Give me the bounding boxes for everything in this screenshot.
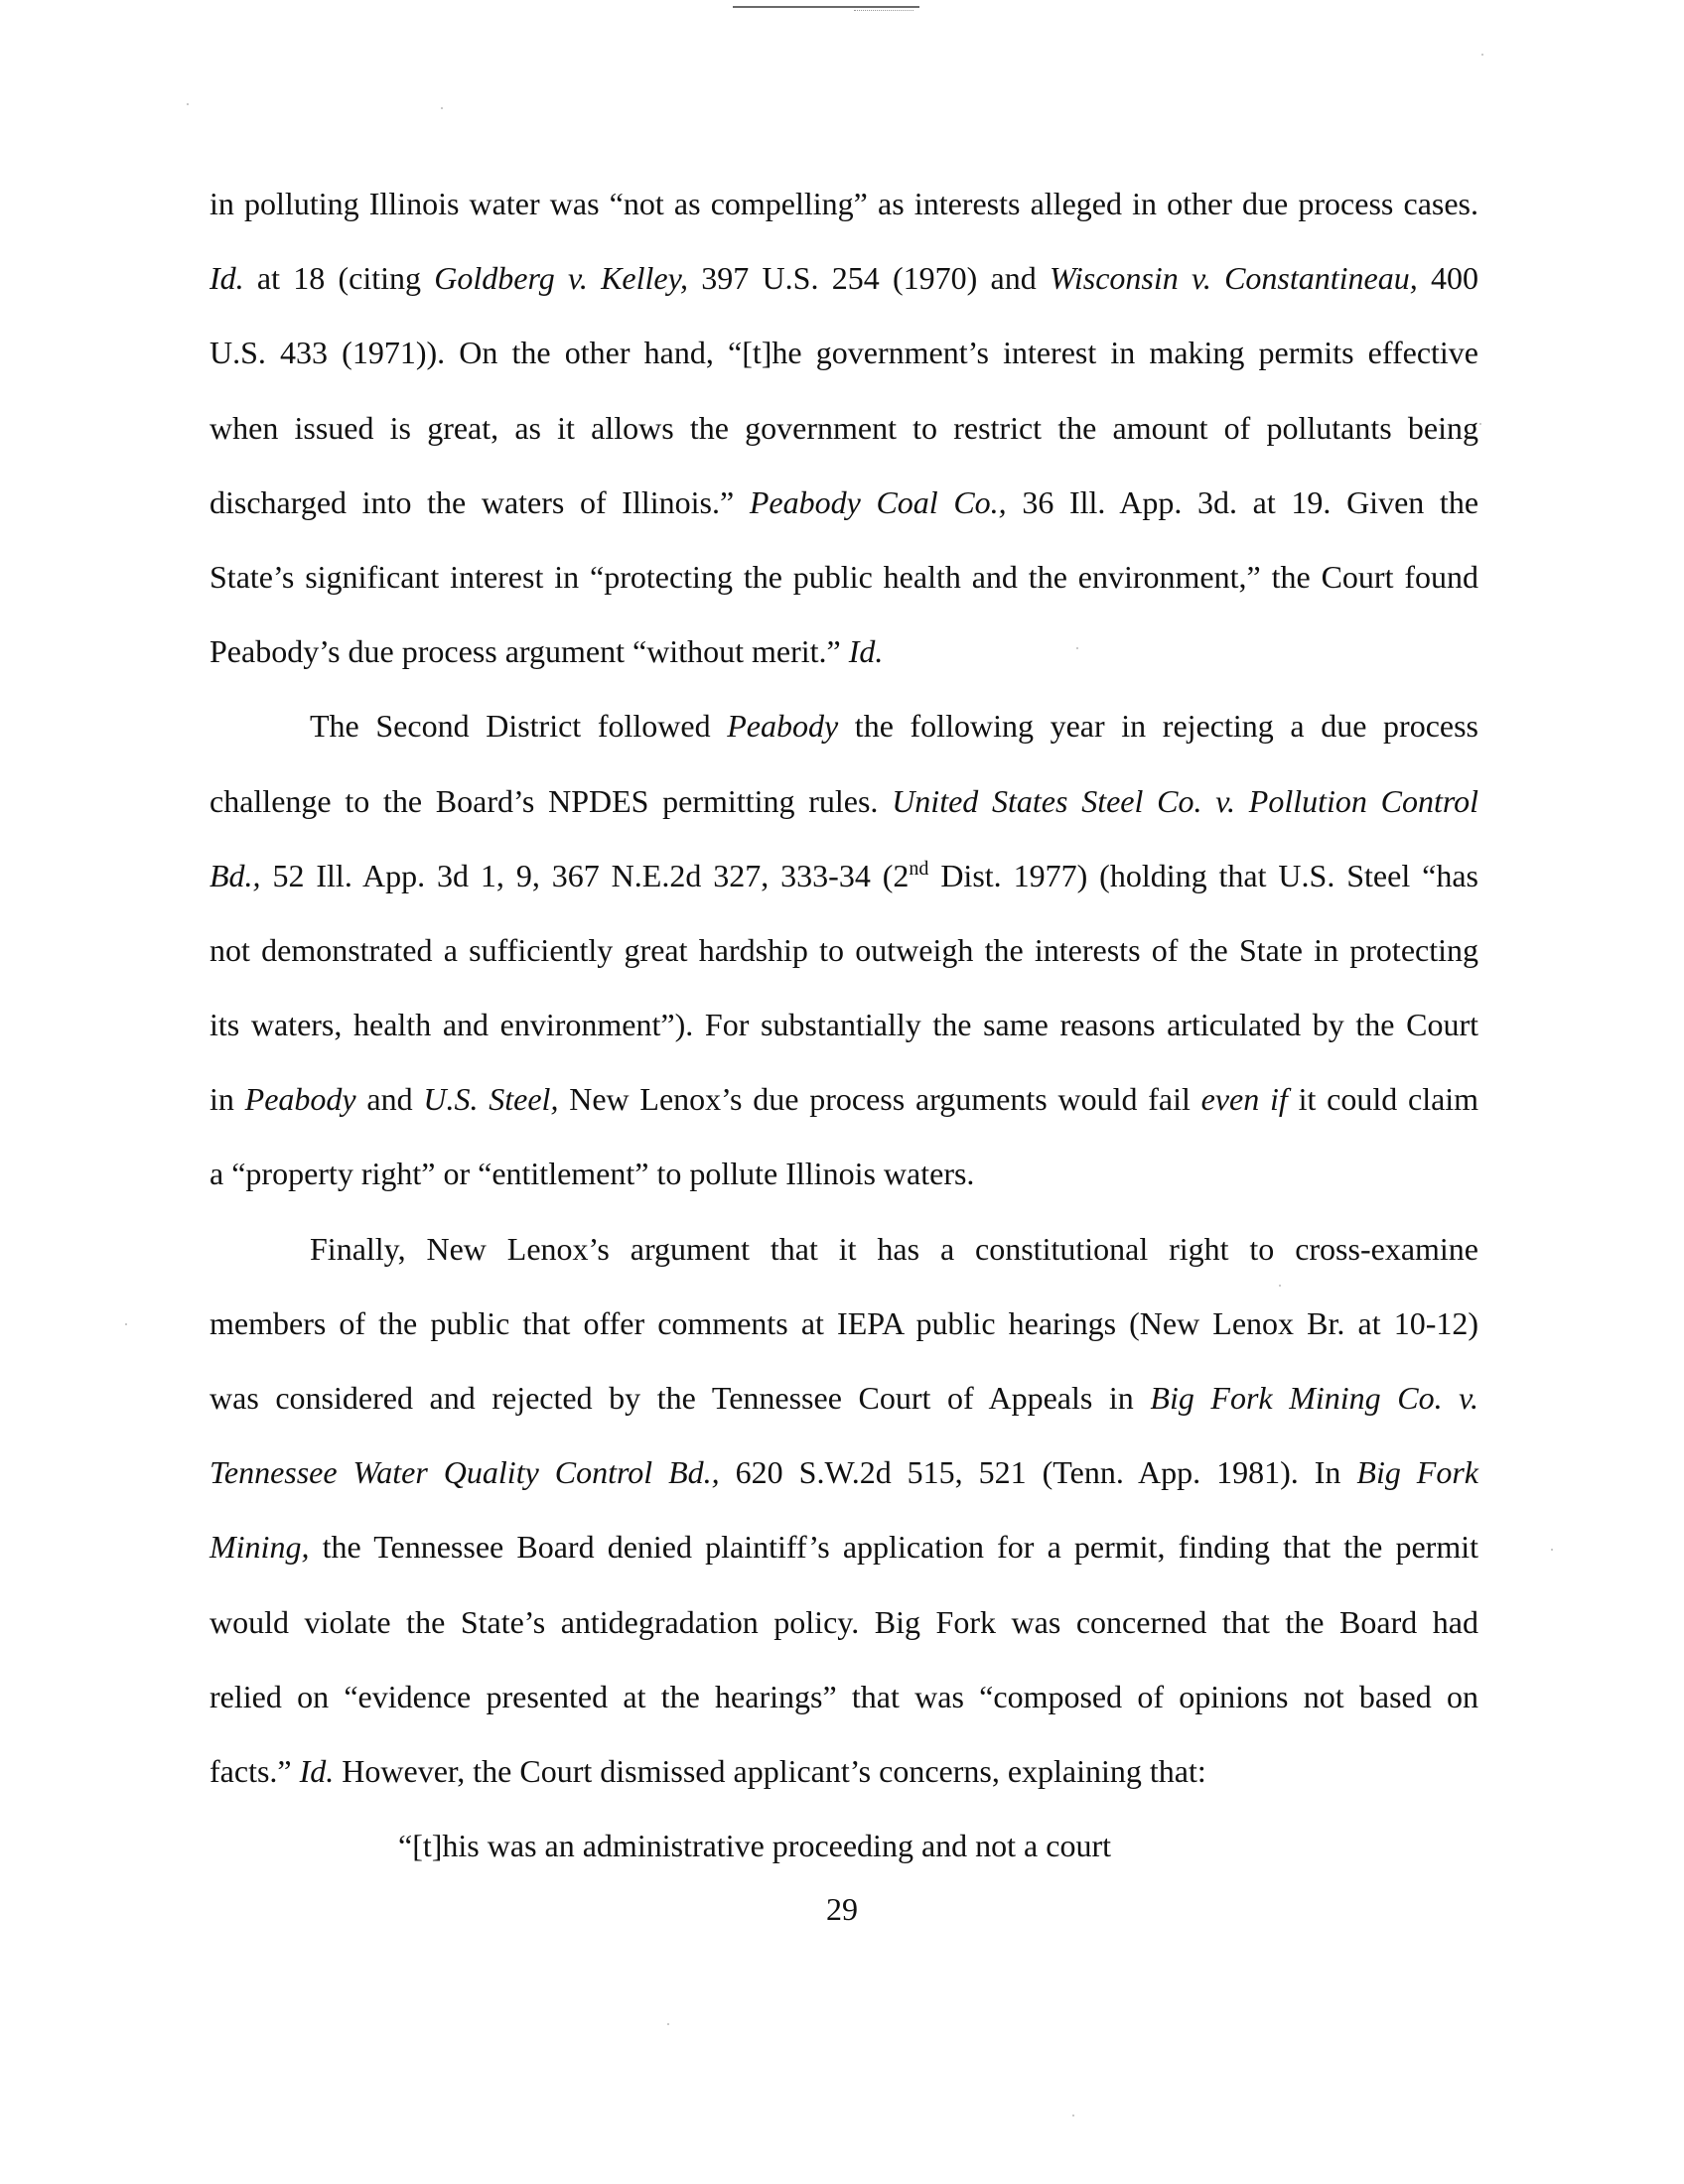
ordinal-superscript: nd <box>909 857 929 880</box>
paragraph-line <box>210 1062 1478 1137</box>
paragraph-line <box>210 1734 1478 1809</box>
paragraph-line <box>210 1287 1478 1361</box>
italic-citation: United States Steel Co. v. Pollution Control <box>892 782 1479 819</box>
text-run: “[t]his was an administrative proceeding and not a court <box>398 1828 1111 1864</box>
text-run: when issued is great, as it allows the government to restrict the amount of pollutants being <box>210 409 1478 446</box>
scan-speck <box>187 103 189 105</box>
paragraph-line <box>210 316 1478 390</box>
body-text <box>210 167 1478 1883</box>
paragraph-line <box>210 913 1478 988</box>
text-run: would violate the State’s antidegradation policy. Big Fork was concerned that the Board had <box>210 1603 1478 1640</box>
italic-citation: Mining, <box>210 1529 310 1566</box>
scan-speck <box>1551 1549 1553 1551</box>
text-run: not demonstrated a sufficiently great hardship to outweigh the interests of the State in protecting <box>210 931 1478 968</box>
italic-citation: Peabody <box>727 708 839 745</box>
italic-citation: Big Fork <box>1356 1454 1479 1491</box>
scan-speck <box>1479 423 1481 425</box>
italic-citation: Big Fork Mining Co. v. <box>1150 1380 1479 1416</box>
italic-citation: Peabody <box>244 1081 356 1118</box>
text-run: The Second District followed <box>310 708 728 745</box>
text-run: discharged into the waters of Illinois.” <box>210 483 750 520</box>
text-run: However, the Court dismissed applicant’s concerns, explaining that: <box>334 1752 1206 1789</box>
text-run: members of the public that offer comments at IEPA public hearings (New Lenox Br. at 10-12) <box>210 1304 1478 1341</box>
block-quote-line <box>210 1809 1322 1883</box>
text-run: a “property right” or “entitlement” to pollute Illinois waters. <box>210 1156 975 1192</box>
text-run: relied on “evidence presented at the hearings” that was “composed of opinions not based on <box>210 1678 1478 1714</box>
text-run: State’s significant interest in “protecting the public health and the environment,” the Court found <box>210 558 1478 595</box>
italic-citation: U.S. Steel, <box>423 1081 559 1118</box>
italic-citation: Id. <box>210 260 244 297</box>
text-run: was considered and rejected by the Tennessee Court of Appeals in <box>210 1380 1151 1416</box>
text-run: its waters, health and environment”). For substantially the same reasons articulated by the Court <box>210 1007 1478 1043</box>
italic-citation: Goldberg v. Kelley, <box>434 260 689 297</box>
paragraph-line <box>210 1361 1478 1435</box>
scan-speck <box>1481 54 1483 56</box>
paragraph-line <box>210 839 1478 913</box>
paragraph-line <box>210 689 1478 763</box>
text-run: 620 S.W.2d 515, 521 (Tenn. App. 1981). In <box>719 1454 1357 1491</box>
text-run: in polluting Illinois water was “not as compelling” as interests alleged in other due process cases. <box>210 186 1478 221</box>
top-scan-rule-faint <box>854 10 913 11</box>
text-run: 36 Ill. App. 3d. at 19. Given the <box>1006 483 1479 520</box>
paragraph-line <box>210 764 1478 839</box>
text-run: 400 <box>1417 260 1478 297</box>
text-run: Peabody’s due process argument “without merit.” <box>210 633 849 670</box>
italic-citation: Id. <box>299 1752 335 1789</box>
italic-citation: Wisconsin v. Constantineau, <box>1049 260 1418 297</box>
scan-speck <box>125 1323 127 1325</box>
text-run: 52 Ill. App. 3d 1, 9, 367 N.E.2d 327, 333-34 (2 <box>260 857 910 893</box>
paragraph-line <box>210 466 1478 540</box>
text-run: facts.” <box>210 1752 300 1789</box>
scan-speck <box>1072 2115 1074 2116</box>
paragraph-line <box>210 988 1478 1062</box>
paragraph-line <box>210 391 1478 466</box>
paragraph-line <box>210 1660 1478 1734</box>
top-scan-rule <box>733 6 919 8</box>
italic-citation: Tennessee Water Quality Control Bd., <box>210 1454 720 1491</box>
italic-citation: even if <box>1200 1081 1288 1118</box>
scan-speck <box>667 2023 669 2025</box>
text-run: New Lenox’s due process arguments would fail <box>558 1081 1201 1118</box>
text-run: U.S. 433 (1971)). On the other hand, “[t]he government’s interest in making permits effective <box>210 335 1478 371</box>
text-run: Finally, New Lenox’s argument that it has a constitutional right to cross-examine <box>310 1230 1478 1267</box>
text-run: 397 U.S. 254 (1970) and <box>688 260 1050 297</box>
text-run: the Tennessee Board denied plaintiff’s application for a permit, finding that the permit <box>309 1529 1478 1566</box>
paragraph-line <box>210 241 1478 316</box>
scan-speck <box>441 107 443 109</box>
paragraph-line <box>210 167 1478 241</box>
paragraph-line <box>210 1212 1478 1287</box>
paragraph-line <box>210 614 1478 689</box>
text-run: and <box>355 1081 424 1118</box>
text-run: Dist. 1977) (holding that U.S. Steel “has <box>928 857 1479 893</box>
paragraph-line <box>210 1435 1478 1510</box>
text-run: in <box>210 1081 245 1118</box>
text-run: at 18 (citing <box>243 260 435 297</box>
italic-citation: Id. <box>848 633 884 670</box>
text-run: the following year in rejecting a due process <box>838 708 1479 745</box>
text-run: it could claim <box>1287 1081 1479 1118</box>
paragraph-line <box>210 540 1478 614</box>
italic-citation: Peabody Coal Co., <box>749 483 1007 520</box>
page-number: 29 <box>826 1891 858 1927</box>
paragraph-line <box>210 1510 1478 1584</box>
text-run: challenge to the Board’s NPDES permitting rules. <box>210 782 893 819</box>
paragraph-line <box>210 1585 1478 1660</box>
italic-citation: Bd., <box>210 857 261 893</box>
paragraph-line <box>210 1137 1478 1211</box>
